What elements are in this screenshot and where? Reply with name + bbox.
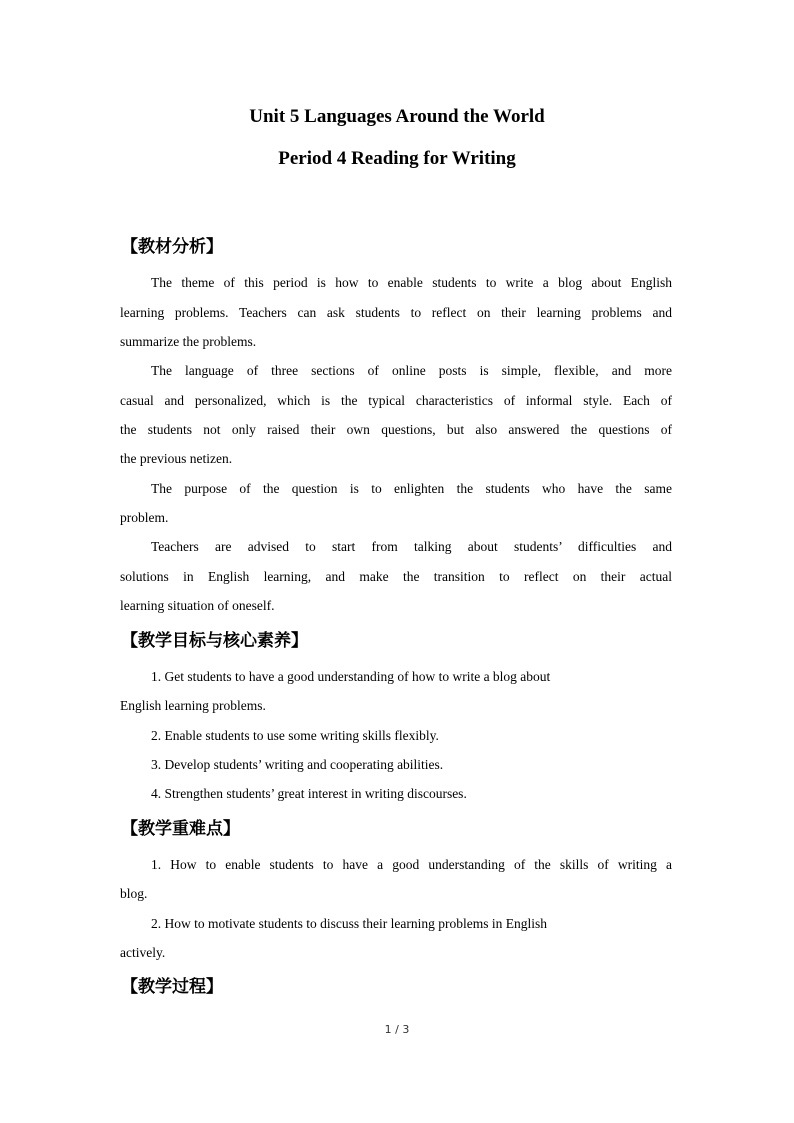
list-item: 4. Strengthen students’ great interest in writing discourses. <box>151 786 467 801</box>
paragraph-line: the students not only raised their own questions, but also answered the questions of <box>120 422 672 437</box>
page-number: 1 / 3 <box>384 1023 410 1036</box>
document-subtitle: Period 4 Reading for Writing <box>278 148 516 169</box>
paragraph-line: the previous netizen. <box>120 451 233 466</box>
list-item-continuation: actively. <box>120 945 166 960</box>
document-title: Unit 5 Languages Around the World <box>249 106 545 127</box>
section-heading-textbook-analysis: 【教材分析】 <box>121 237 223 257</box>
list-item: 2. How to motivate students to discuss their learning problems in English <box>151 916 547 931</box>
list-item-continuation: English learning problems. <box>120 698 266 713</box>
section-heading-key-points: 【教学重难点】 <box>121 819 240 839</box>
paragraph-line: learning situation of oneself. <box>120 598 275 613</box>
list-item: 1. Get students to have a good understanding of how to write a blog about <box>151 669 551 684</box>
paragraph-line: casual and personalized, which is the typical characteristics of informal style. Each of <box>120 393 672 408</box>
paragraph-line: The purpose of the question is to enlighten the students who have the same <box>151 481 672 496</box>
section-heading-teaching-objectives: 【教学目标与核心素养】 <box>121 631 308 651</box>
list-item: 3. Develop students’ writing and cooperating abilities. <box>151 757 444 772</box>
paragraph-line: learning problems. Teachers can ask students to reflect on their learning problems and <box>120 305 672 320</box>
paragraph-line: problem. <box>120 510 169 525</box>
paragraph-line: The language of three sections of online posts is simple, flexible, and more <box>151 363 672 378</box>
list-item: 1. How to enable students to have a good understanding of the skills of writing a <box>151 857 672 872</box>
list-item: 2. Enable students to use some writing skills flexibly. <box>151 728 439 743</box>
paragraph-line: The theme of this period is how to enable students to write a blog about English <box>151 275 672 290</box>
paragraph-line: Teachers are advised to start from talking about students’ difficulties and <box>151 539 672 554</box>
paragraph-line: solutions in English learning, and make the transition to reflect on their actual <box>120 569 672 584</box>
paragraph-line: summarize the problems. <box>120 334 257 349</box>
list-item-continuation: blog. <box>120 886 148 901</box>
section-heading-teaching-process: 【教学过程】 <box>121 977 223 997</box>
